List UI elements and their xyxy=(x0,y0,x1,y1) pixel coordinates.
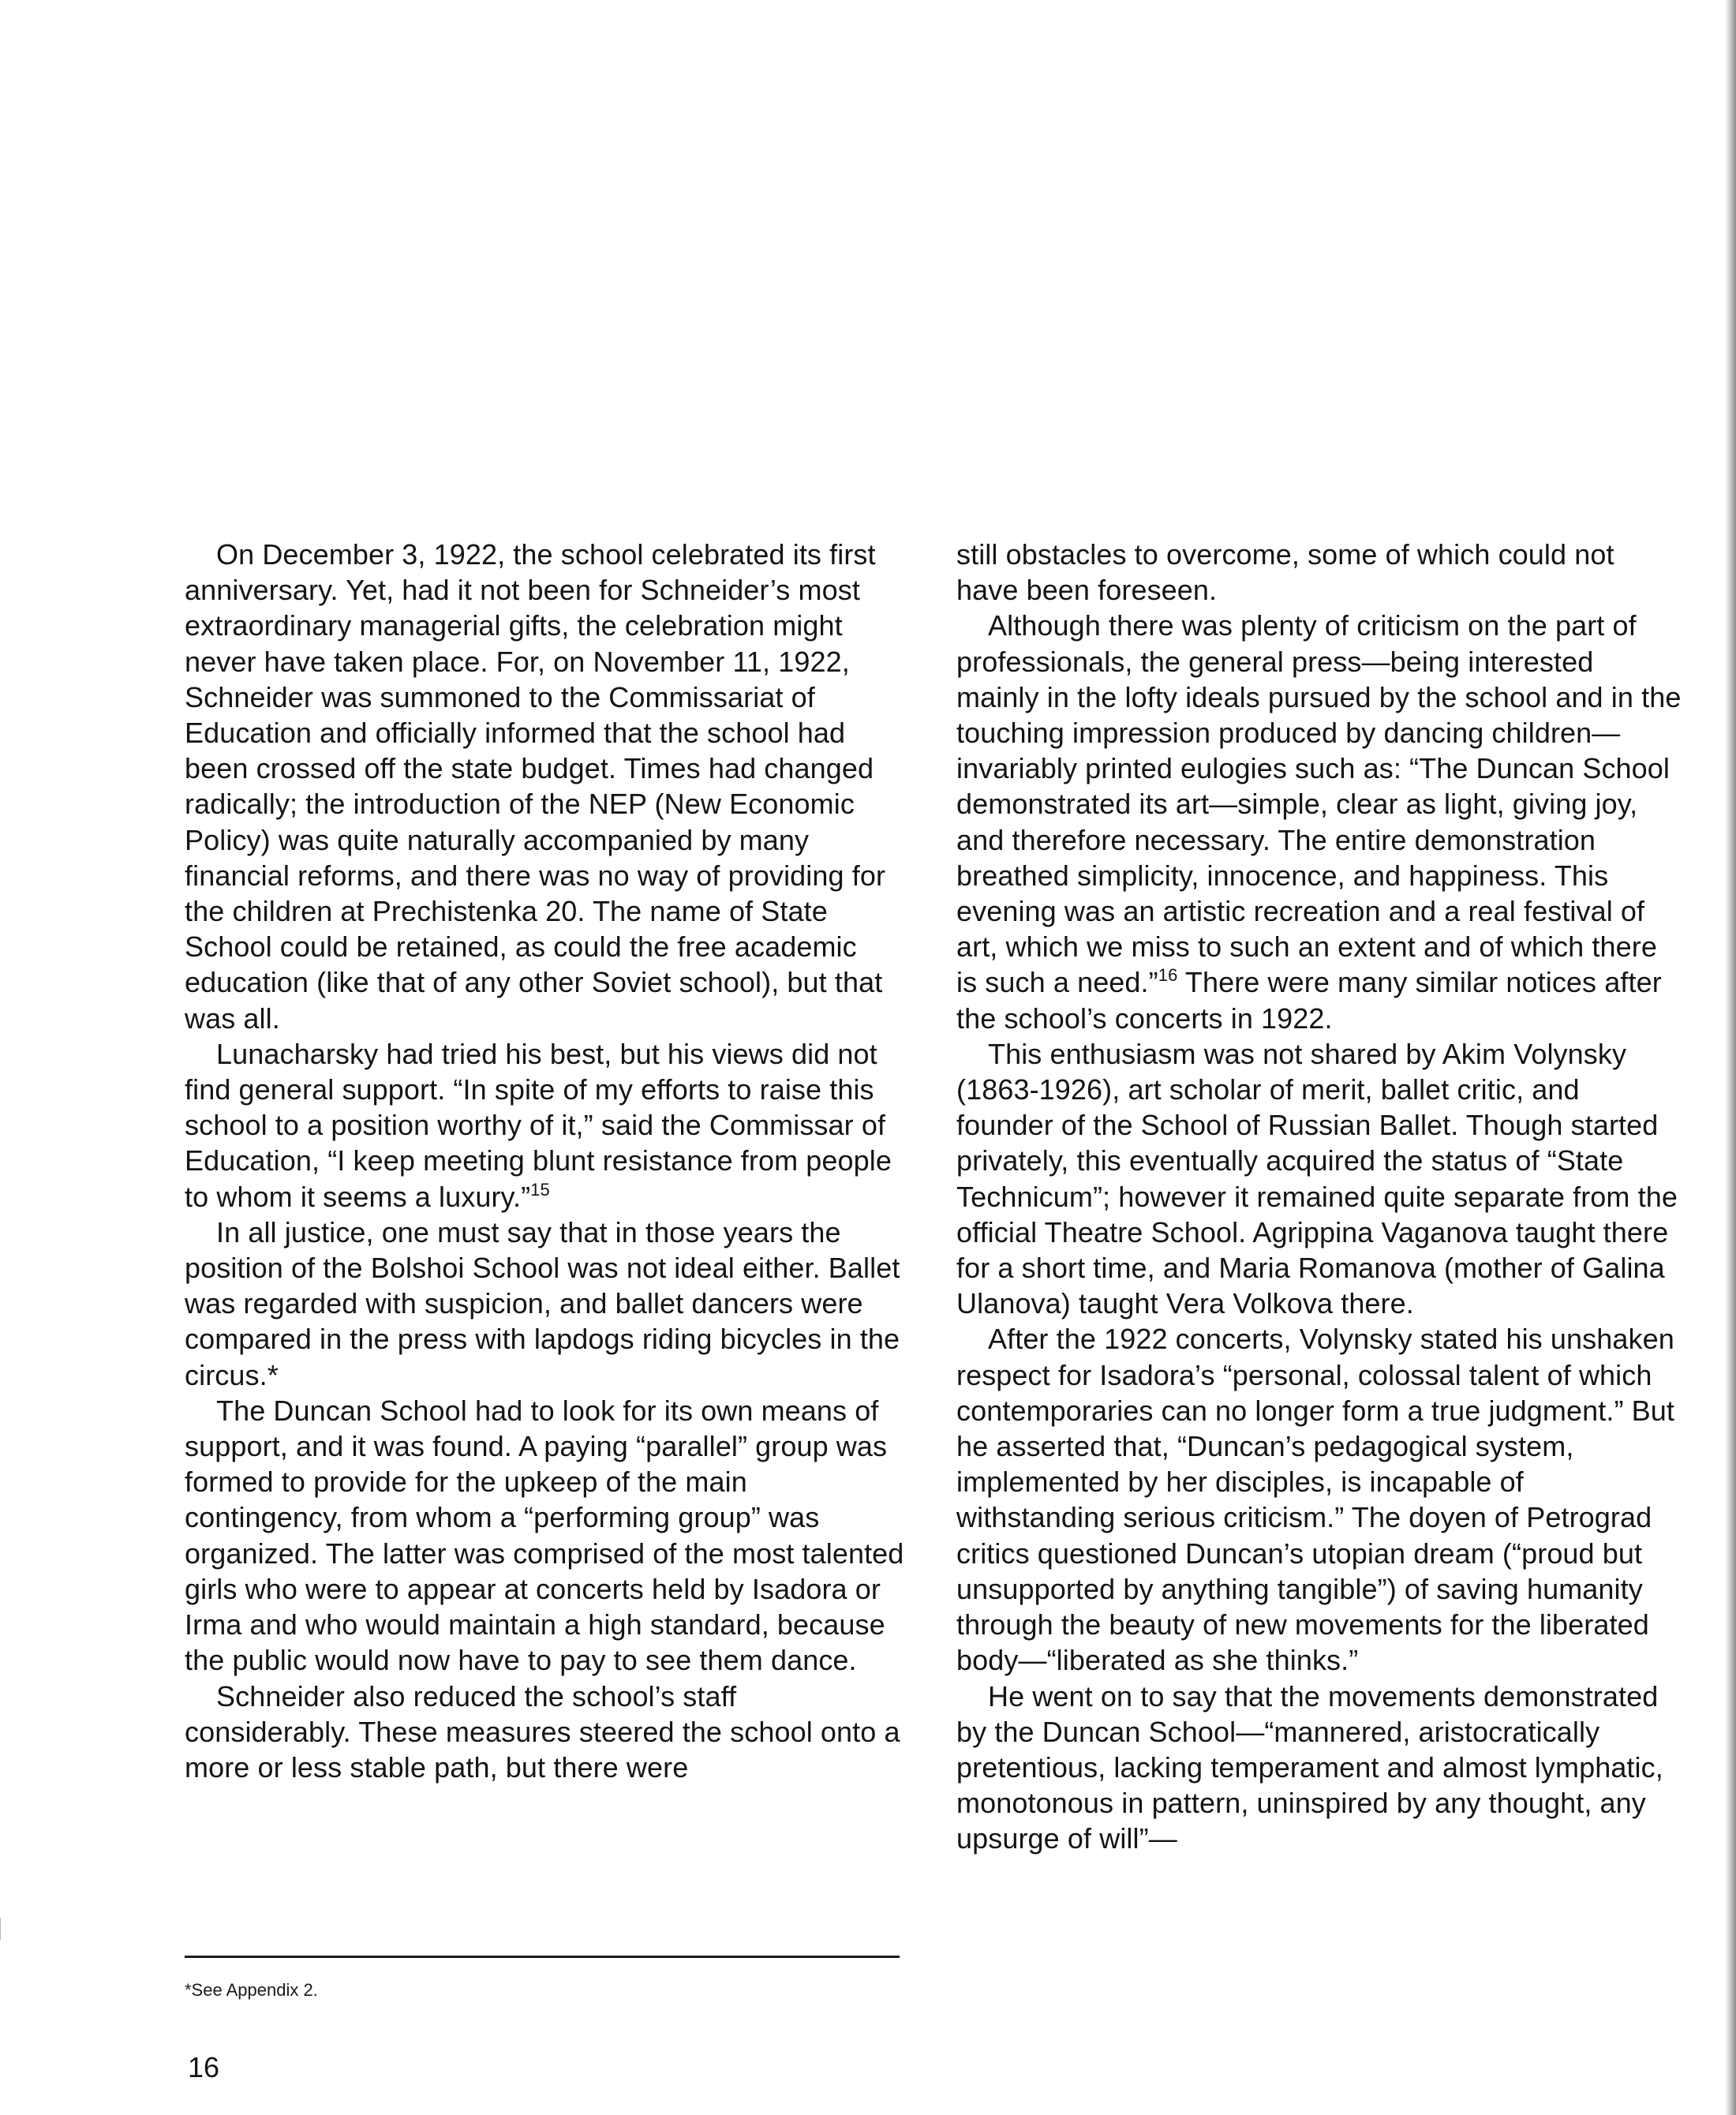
page-edge-shadow xyxy=(1725,0,1736,2115)
right-text-column xyxy=(956,537,1682,1857)
paragraph: He went on to say that the movements demonstrated by the Duncan School—“mannered, aristocratically pretentious, lacking temperament and almost lymphatic, monotonous in pattern, uninspired by any thought, any upsurge of will”— xyxy=(956,1679,1663,1855)
paragraph: In all justice, one must say that in those years the position of the Bolshoi School was not ideal either. Ballet was regarded with suspicion, and ballet dancers were compared in the press with lapdogs riding bicycles in the circus.* xyxy=(185,1215,900,1391)
paragraph xyxy=(185,1036,911,1215)
paragraph: Schneider also reduced the school’s staff considerably. These measures steered the school onto a more or less stable path, but there were xyxy=(185,1679,900,1784)
paragraph: On December 3, 1922, the school celebrated its first anniversary. Yet, had it not been for Schneider’s most extraordinary managerial gifts, the celebration might never have taken place. For, on November 11, 1922, Schneider was summoned to the Commissariat of Education and officially informed that the school had been crossed off the state budget. Times had changed radically; the introduction of the NEP (New Economic Policy) was quite naturally accompanied by many financial reforms, and there was no way of providing for the children at Prechistenka 20. The name of State School could be retained, as could the free academic education (like that of any other Soviet school), but that was all. xyxy=(185,538,886,1035)
footnote-rule xyxy=(185,1956,900,1958)
footnote: *See Appendix 2. xyxy=(185,1980,318,2000)
paragraph: After the 1922 concerts, Volynsky stated his unshaken respect for Isadora’s “personal, colossal talent of which contemporaries can no longer form a true judgment.” But he asserted that, “Duncan’s pedagogical system, implemented by her disciples, is incapable of withstanding serious criticism.” The doyen of Petrograd critics questioned Duncan’s utopian dream (“proud but unsupported by anything tangible”) of saving humanity through the beauty of new movements for the liberated body—“liberated as she thinks.” xyxy=(956,1323,1674,1677)
paragraph xyxy=(956,608,1682,1035)
paragraph: The Duncan School had to look for its own means of support, and it was found. A paying “parallel” group was formed to provide for the upkeep of the main contingency, from whom a “performing group” was organized. The latter was comprised of the most talented girls who were to appear at concerts held by Isadora or Irma and who would maintain a high standard, because the public would now have to pay to see them dance. xyxy=(185,1394,904,1677)
paragraph: still obstacles to overcome, some of which could not have been foreseen. xyxy=(956,538,1614,607)
left-text-column xyxy=(185,537,911,1785)
paragraph-text: There were many similar notices after the school’s concerts in 1922. xyxy=(956,966,1662,1035)
note-reference: 16 xyxy=(1158,965,1178,986)
paragraph: This enthusiasm was not shared by Akim Volynsky (1863-1926), art scholar of merit, ballet critic, and founder of the School of Russian Ballet. Though started privately, this eventually acquired the status of “State Technicum”; however it remained quite separate from the official Theatre School. Agrippina Vaganova taught there for a short time, and Maria Romanova (mother of Galina Ulanova) taught Vera Volkova there. xyxy=(956,1037,1678,1320)
margin-mark xyxy=(0,1918,3,1940)
note-reference: 15 xyxy=(530,1179,550,1200)
paragraph-text: Lunacharsky had tried his best, but his views did not find general support. “In spite of my efforts to raise this school to a position worthy of it,” said the Commissar of Education, “I keep meeting blunt resistance from people to whom it seems a luxury.” xyxy=(185,1037,892,1213)
page-number: 16 xyxy=(188,2051,220,2083)
paragraph-text: Although there was plenty of criticism on the part of professionals, the general press—being interested mainly in the lofty ideals pursued by the school and in the touching impression produced by dancing children—invariably printed eulogies such as: “The Duncan School demonstrated its art—simple, clear as light, giving joy, and therefore necessary. The entire demonstration breathed simplicity, innocence, and happiness. This evening was an artistic recreation and a real festival of art, which we miss to such an extent and of which there is such a need.” xyxy=(956,609,1682,999)
